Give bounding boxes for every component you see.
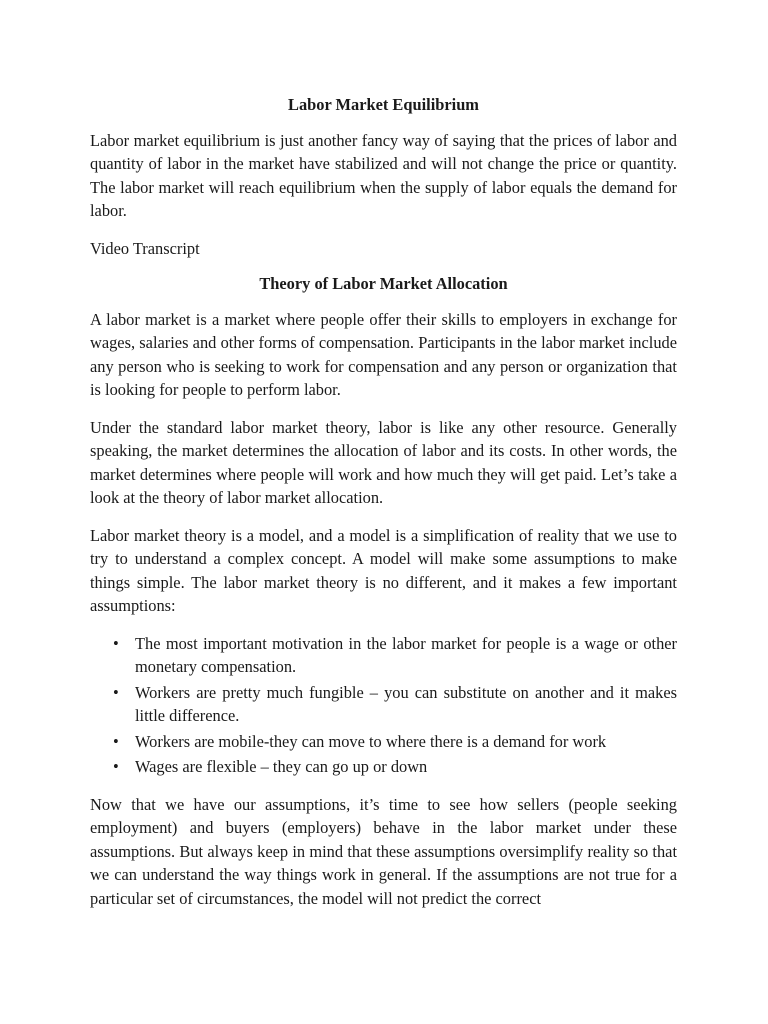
- bullet-icon: •: [113, 731, 119, 751]
- list-item-text: Workers are mobile-they can move to where there is a demand for work: [135, 731, 607, 751]
- list-item: [113, 681, 677, 728]
- list-item-text: Workers are pretty much fungible – you can substitute on another and it makes little difference.: [135, 682, 677, 725]
- bullet-icon: •: [113, 633, 119, 653]
- list-item-text: Wages are flexible – they can go up or down: [135, 757, 428, 776]
- paragraph-labor-market-definition: A labor market is a market where people offer their skills to employers in exchange for wages, salaries and other forms of compensation. Participants in the labor market include any person who is seeking to work for compensation and any person or organization that is looking for people to perform labor.: [90, 309, 677, 399]
- document-page: [90, 93, 677, 924]
- list-item: [113, 632, 677, 679]
- paragraph-equilibrium-definition: Labor market equilibrium is just another fancy way of saying that the prices of labor and quantity of labor in the market have stabilized and will not change the price or quantity. The labor market will reach equilibrium when the supply of labor equals the demand for labor.: [90, 130, 677, 220]
- section-title-labor-market-allocation: Theory of Labor Market Allocation: [259, 274, 508, 293]
- list-item: [113, 755, 677, 779]
- list-item: [113, 730, 677, 754]
- paragraph-model-assumptions: Labor market theory is a model, and a model is a simplification of reality that we use to try to understand a complex concept. A model will make some assumptions to make things simple. The labor market theory is no different, and it makes a few important assumptions:: [90, 525, 677, 615]
- paragraph-standard-theory: Under the standard labor market theory, labor is like any other resource. Generally speaking, the market determines the allocation of labor and its costs. In other words, the market determines where people will work and how much they will get paid. Let’s take a look at the theory of labor market allocation.: [90, 417, 677, 507]
- paragraph-sellers-buyers: Now that we have our assumptions, it’s time to see how sellers (people seeking employment) and buyers (employers) behave in the labor market under these assumptions. But always keep in mind that these assumptions oversimplify reality so that we can understand the way things work in general. If the assumptions are not true for a particular set of circumstances, the model will not predict the correct: [90, 794, 677, 908]
- bullet-icon: •: [113, 757, 119, 776]
- bullet-icon: •: [113, 682, 119, 702]
- list-item-text: The most important motivation in the labor market for people is a wage or other monetary compensation.: [135, 633, 677, 676]
- assumptions-list: [90, 632, 677, 779]
- video-transcript-label: Video Transcript: [90, 238, 200, 258]
- section-title-labor-market-equilibrium: Labor Market Equilibrium: [288, 95, 479, 114]
